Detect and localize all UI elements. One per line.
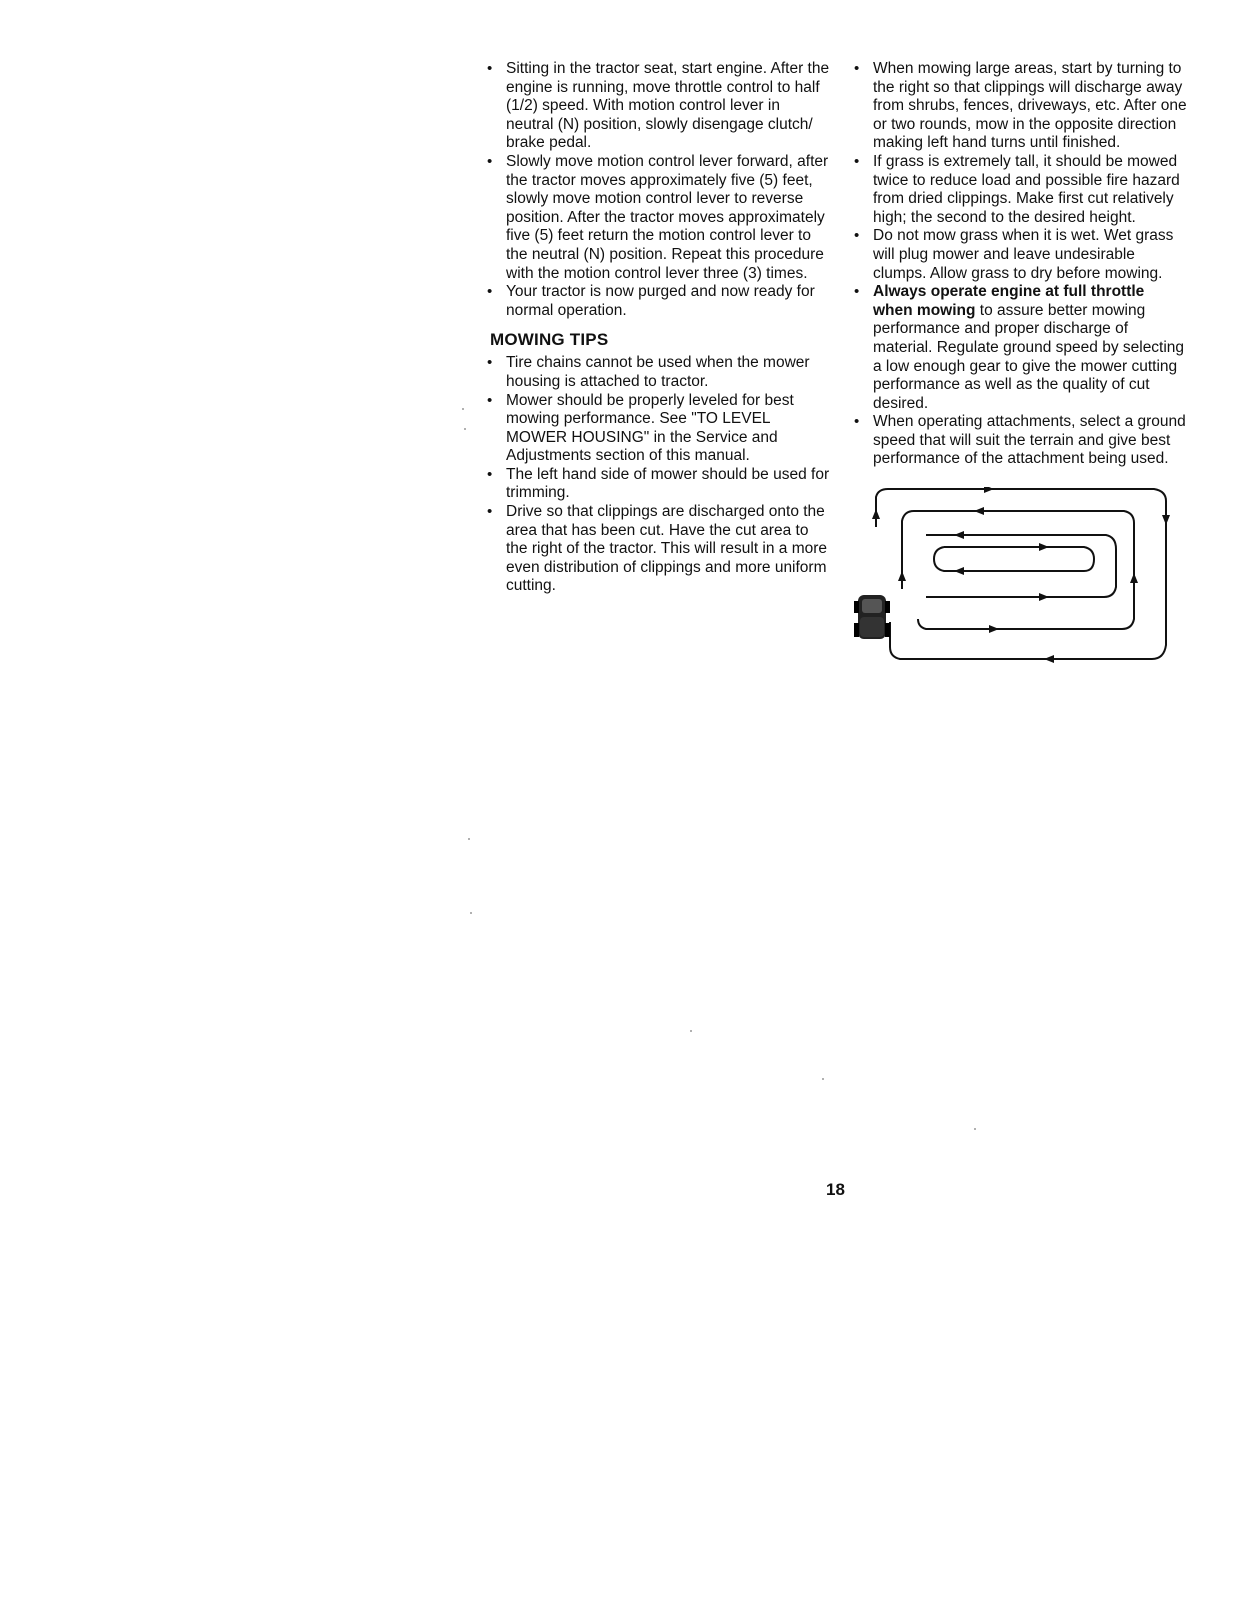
bold-emphasis: Always operate engine at full throttle when mowing [873, 283, 1145, 319]
list-item: • Tire chains cannot be used when the mower housing is attached to tractor. [485, 354, 830, 391]
scan-speck [974, 1128, 976, 1130]
arrow-icon [898, 571, 906, 581]
arrow-icon [1039, 543, 1049, 551]
mowing-pattern-diagram [854, 487, 1184, 677]
arrow-icon [872, 509, 880, 519]
mowing-tips-list [485, 354, 830, 596]
arrow-icon [954, 531, 964, 539]
list-item [852, 283, 1187, 413]
arrow-icon [1044, 655, 1054, 663]
arrow-icon [1130, 573, 1138, 583]
scan-speck [468, 838, 470, 840]
item-text: to assure better mowing performance and proper discharge of material. Regulate ground speed by selecting a low enough gear to give the mower cutting performance as well as the quality of cut desired. [873, 301, 1185, 412]
list-item: • Drive so that clippings are discharged onto the area that has been cut. Have the cut area to the right of the tractor. This will result in a more even distribution of clippings and more uniform cutting. [485, 503, 830, 596]
list-item: • Slowly move motion control lever forward, after the tractor moves approximately five (5) feet, slowly move motion control lever to reverse position. After the tractor moves approximately five (5) feet return the motion control lever to the neutral (N) position. Repeat this procedure with the motion control lever three (3) times. [485, 153, 830, 283]
list-item: • If grass is extremely tall, it should be mowed twice to reduce load and possible fire hazard from dried clippings. Make first cut relatively high; the second to the desired height. [852, 153, 1187, 227]
list-item: • The left hand side of mower should be used for trimming. [485, 466, 830, 503]
section-heading: MOWING TIPS [490, 330, 609, 350]
tractor-icon [854, 595, 890, 639]
arrow-icon [954, 567, 964, 575]
page-number: 18 [826, 1180, 845, 1199]
arrow-icon [974, 507, 984, 515]
right-column [852, 60, 1187, 683]
mowing-path-outer [876, 489, 1166, 659]
arrow-icon [989, 625, 999, 633]
mowing-path-inner-2 [926, 535, 1116, 597]
scan-speck [690, 1030, 692, 1032]
left-column [485, 60, 830, 596]
list-item: • When mowing large areas, start by turning to the right so that clippings will discharge away from shrubs, fences, driveways, etc. After one or two rounds, mow in the opposite direction making left hand turns until finished. [852, 60, 1187, 153]
arrow-icon [1162, 515, 1170, 525]
mowing-tips-list-continued [852, 60, 1187, 469]
list-item: • Your tractor is now purged and now ready for normal operation. [485, 283, 830, 320]
list-item: • When operating attachments, select a ground speed that will suit the terrain and give best performance of the attachment being used. [852, 413, 1187, 469]
arrow-icon [1039, 593, 1049, 601]
scan-speck [470, 912, 472, 914]
list-item: • Mower should be properly leveled for best mowing performance. See "TO LEVEL MOWER HOUSING" in the Service and Adjustments section of this manual. [485, 392, 830, 466]
mowing-path-inner [934, 547, 1094, 571]
scan-speck [462, 408, 464, 410]
scan-speck [464, 428, 466, 430]
scan-speck [822, 1078, 824, 1080]
list-item: • Do not mow grass when it is wet. Wet grass will plug mower and leave undesirable clumps. Allow grass to dry before mowing. [852, 227, 1187, 283]
list-item: • Sitting in the tractor seat, start engine. After the engine is running, move throttle control to half (1/2) speed. With motion control lever in neutral (N) position, slowly disengage clutch/ brake pedal. [485, 60, 830, 153]
startup-steps-list [485, 60, 830, 320]
